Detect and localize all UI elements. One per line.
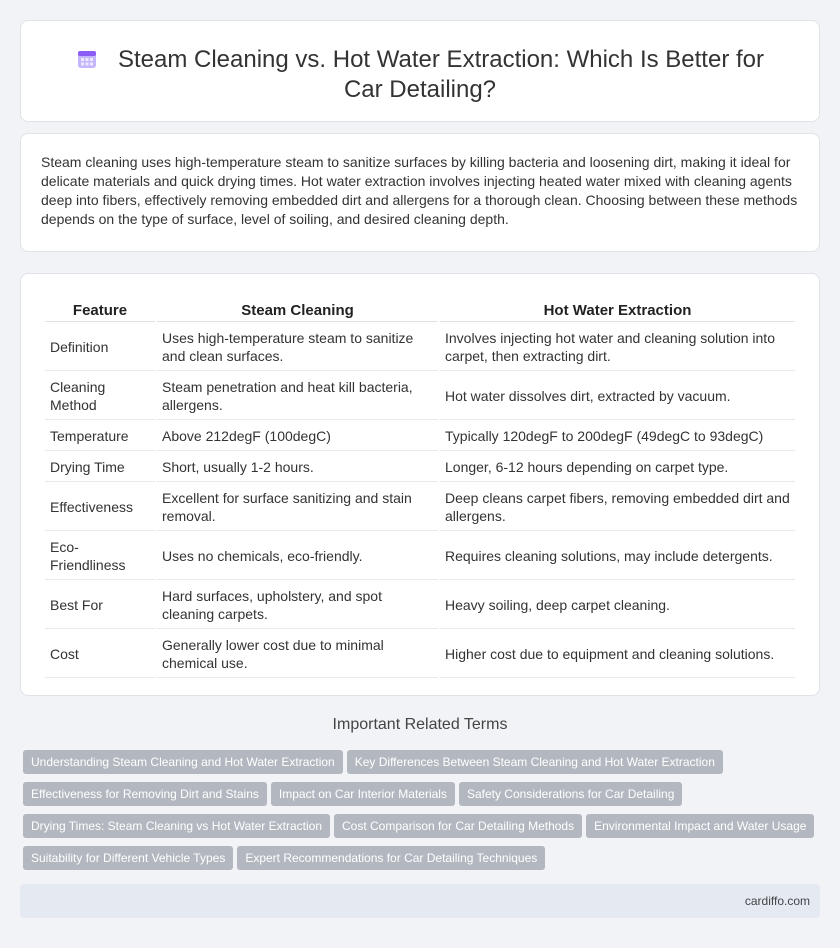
row-steam: Uses no chemicals, eco-friendly. (157, 533, 438, 580)
comparison-table (43, 294, 797, 680)
related-tag[interactable]: Suitability for Different Vehicle Types (23, 846, 233, 870)
row-feature: Definition (45, 324, 155, 371)
row-steam: Above 212degF (100degC) (157, 422, 438, 451)
related-tag[interactable]: Impact on Car Interior Materials (271, 782, 455, 806)
row-steam: Uses high-temperature steam to sanitize and clean surfaces. (157, 324, 438, 371)
row-extraction: Heavy soiling, deep carpet cleaning. (440, 582, 795, 629)
row-feature: Temperature (45, 422, 155, 451)
row-steam: Excellent for surface sanitizing and stain removal. (157, 484, 438, 531)
row-feature: Cost (45, 631, 155, 678)
related-tag[interactable]: Understanding Steam Cleaning and Hot Water Extraction (23, 750, 343, 774)
header-feature: Feature (45, 296, 155, 322)
intro-paragraph: Steam cleaning uses high-temperature steam to sanitize surfaces by killing bacteria and loosening dirt, making it ideal for delicate materials and quick drying times. Hot water extraction involves injecting heated water mixed with cleaning agents deep into fibers, effectively removing embedded dirt and allergens for a thorough clean. Choosing between these methods depends on the type of surface, level of soiling, and desired cleaning depth. (41, 154, 798, 227)
related-terms-tags (23, 750, 823, 878)
table-row (45, 533, 795, 580)
row-feature: Effectiveness (45, 484, 155, 531)
table-header-row (45, 296, 795, 322)
row-extraction: Deep cleans carpet fibers, removing embedded dirt and allergens. (440, 484, 795, 531)
table-row (45, 373, 795, 420)
row-extraction: Involves injecting hot water and cleaning solution into carpet, then extracting dirt. (440, 324, 795, 371)
title-card (20, 20, 820, 122)
calendar-grid-icon (76, 48, 98, 70)
row-steam: Short, usually 1-2 hours. (157, 453, 438, 482)
row-feature: Best For (45, 582, 155, 629)
related-tag[interactable]: Cost Comparison for Car Detailing Methods (334, 814, 582, 838)
row-feature: Cleaning Method (45, 373, 155, 420)
row-extraction: Longer, 6-12 hours depending on carpet type. (440, 453, 795, 482)
comparison-table-card (20, 273, 820, 696)
row-extraction: Requires cleaning solutions, may include detergents. (440, 533, 795, 580)
footer-site-link[interactable]: cardiffo.com (744, 894, 810, 908)
related-tag[interactable]: Drying Times: Steam Cleaning vs Hot Water Extraction (23, 814, 330, 838)
header-hot-water-extraction: Hot Water Extraction (440, 296, 795, 322)
row-extraction: Higher cost due to equipment and cleaning solutions. (440, 631, 795, 678)
related-tag[interactable]: Key Differences Between Steam Cleaning and Hot Water Extraction (347, 750, 723, 774)
table-row (45, 453, 795, 482)
row-steam: Steam penetration and heat kill bacteria, allergens. (157, 373, 438, 420)
row-steam: Hard surfaces, upholstery, and spot cleaning carpets. (157, 582, 438, 629)
related-tag[interactable]: Safety Considerations for Car Detailing (459, 782, 682, 806)
related-terms-heading: Important Related Terms (332, 716, 508, 733)
row-extraction: Hot water dissolves dirt, extracted by vacuum. (440, 373, 795, 420)
related-tag[interactable]: Effectiveness for Removing Dirt and Stains (23, 782, 267, 806)
row-feature: Drying Time (45, 453, 155, 482)
row-steam: Generally lower cost due to minimal chemical use. (157, 631, 438, 678)
related-tag[interactable]: Environmental Impact and Water Usage (586, 814, 814, 838)
page-title (61, 45, 779, 105)
related-tag[interactable]: Expert Recommendations for Car Detailing Techniques (237, 846, 545, 870)
table-row (45, 324, 795, 371)
row-feature: Eco-Friendliness (45, 533, 155, 580)
table-row (45, 582, 795, 629)
footer (20, 884, 820, 918)
page-title-text: Steam Cleaning vs. Hot Water Extraction: Which Is Better for Car Detailing? (117, 46, 764, 103)
table-row (45, 484, 795, 531)
table-row (45, 422, 795, 451)
intro-card (20, 133, 820, 252)
row-extraction: Typically 120degF to 200degF (49degC to 93degC) (440, 422, 795, 451)
header-steam-cleaning: Steam Cleaning (157, 296, 438, 322)
table-row (45, 631, 795, 678)
